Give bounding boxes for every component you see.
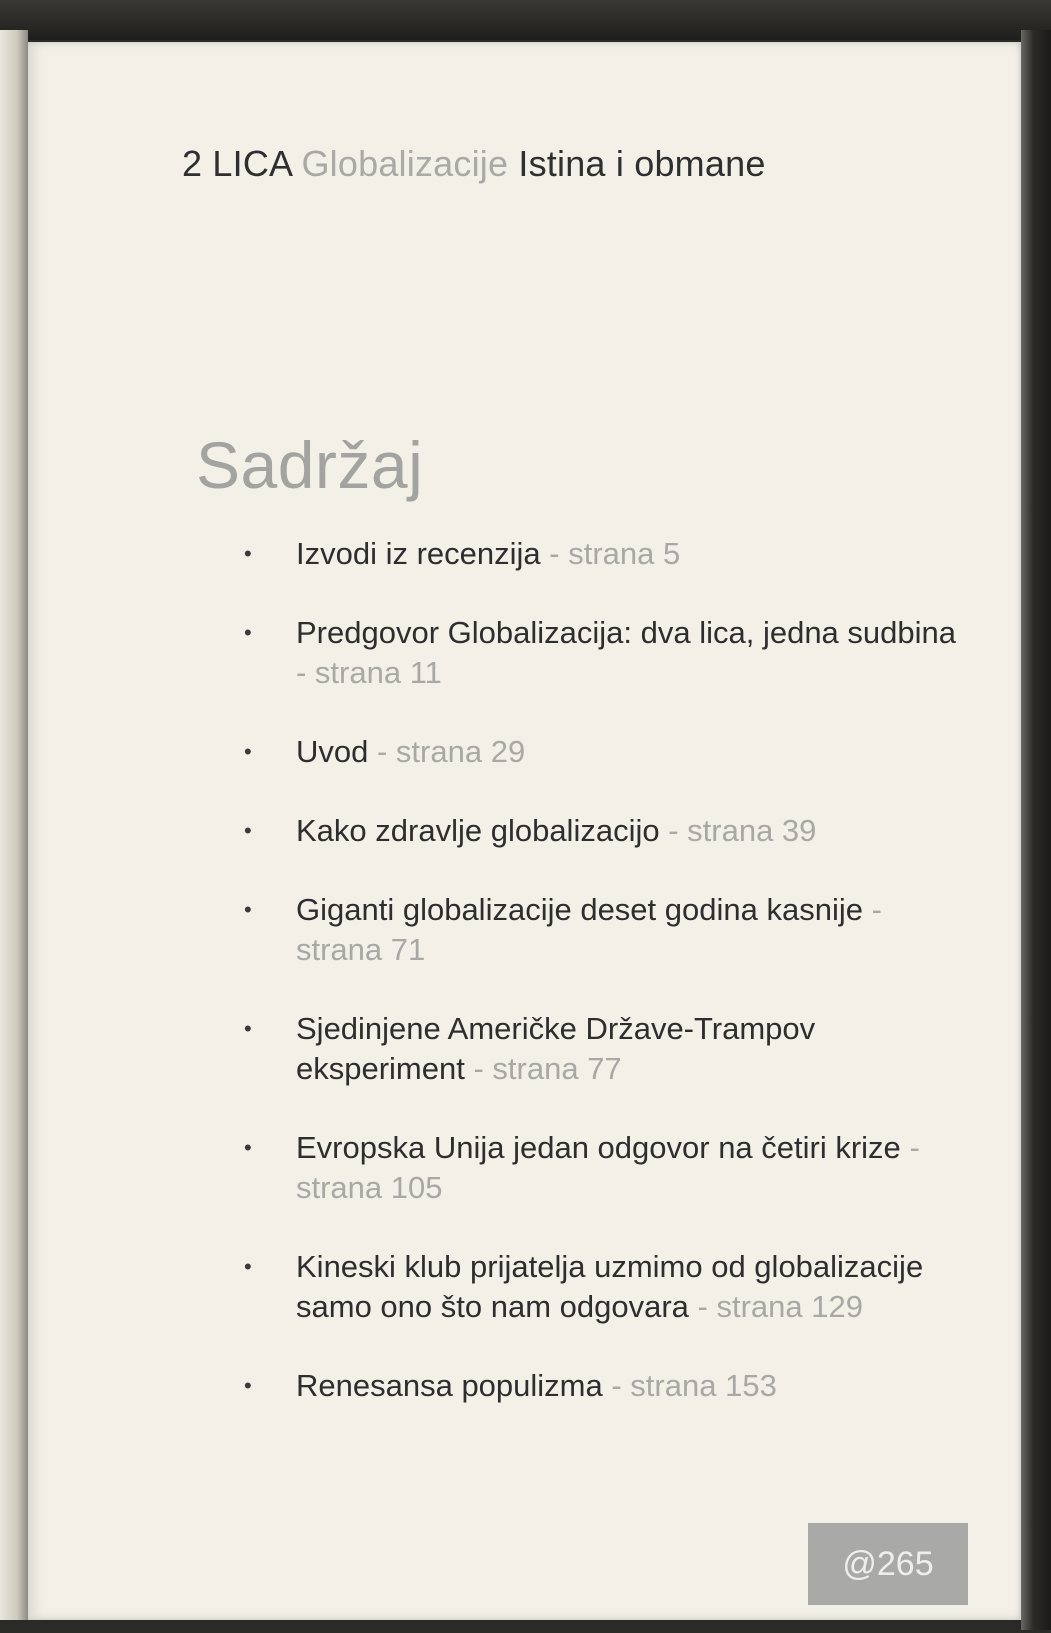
toc-item (238, 1128, 958, 1208)
toc-item-page-ref: - strana 29 (377, 734, 526, 769)
running-header (182, 143, 766, 185)
toc-item-page-ref: - strana 39 (668, 813, 817, 848)
toc-item-text: Giganti globalizacije deset godina kasnije (296, 892, 863, 927)
toc-item-page-ref: - strana 77 (473, 1051, 622, 1086)
bullet-icon: • (244, 739, 252, 764)
toc-item-text: Kineski klub prijatelja uzmimo od globalizacije samo ono što nam odgovara (296, 1249, 924, 1324)
book-cover-edge (1021, 30, 1051, 1630)
toc-item-text: Predgovor Globalizacija: dva lica, jedna sudbina (296, 615, 957, 650)
bullet-icon: • (244, 1254, 252, 1279)
toc-item (238, 534, 958, 574)
bullet-icon: • (244, 1135, 252, 1160)
toc-item-page-ref: - strana 71 (296, 892, 882, 967)
bullet-icon: • (244, 897, 252, 922)
toc-item (238, 811, 958, 851)
header-part-1: 2 LICA (182, 143, 292, 184)
toc-item-text: Kako zdravlje globalizacijo (296, 813, 660, 848)
scan-page-edge-left (0, 30, 28, 1620)
bullet-icon: • (244, 1373, 252, 1398)
toc-item-page-ref: - strana 105 (296, 1130, 920, 1205)
table-of-contents (238, 534, 958, 1445)
toc-item-page-ref: - strana 5 (549, 536, 681, 571)
bullet-icon: • (244, 1016, 252, 1041)
header-part-4: i obmane (615, 143, 766, 184)
toc-item (238, 732, 958, 772)
toc-item-text: Sjedinjene Američke Države-Trampov eksperiment (296, 1011, 816, 1086)
toc-title: Sadržaj (196, 428, 424, 502)
toc-item-text: Izvodi iz recenzija (296, 536, 541, 571)
scan-background-top (0, 0, 1051, 40)
bullet-icon: • (244, 620, 252, 645)
bullet-icon: • (244, 818, 252, 843)
bullet-icon: • (244, 541, 252, 566)
toc-item (238, 1366, 958, 1406)
page-number-badge: @265 (808, 1523, 968, 1605)
toc-item-text: Renesansa populizma (296, 1368, 603, 1403)
toc-item-page-ref: - strana 129 (697, 1289, 863, 1324)
toc-item (238, 890, 958, 970)
toc-item (238, 1247, 958, 1327)
toc-item-page-ref: - strana 11 (296, 655, 442, 690)
toc-item (238, 613, 958, 693)
header-part-2: Globalizacije (301, 143, 509, 184)
book-page (28, 42, 1021, 1620)
toc-item (238, 1009, 958, 1089)
toc-item-text: Evropska Unija jedan odgovor na četiri krize (296, 1130, 901, 1165)
header-part-3: Istina (518, 143, 606, 184)
toc-item-page-ref: - strana 153 (611, 1368, 777, 1403)
toc-item-text: Uvod (296, 734, 369, 769)
